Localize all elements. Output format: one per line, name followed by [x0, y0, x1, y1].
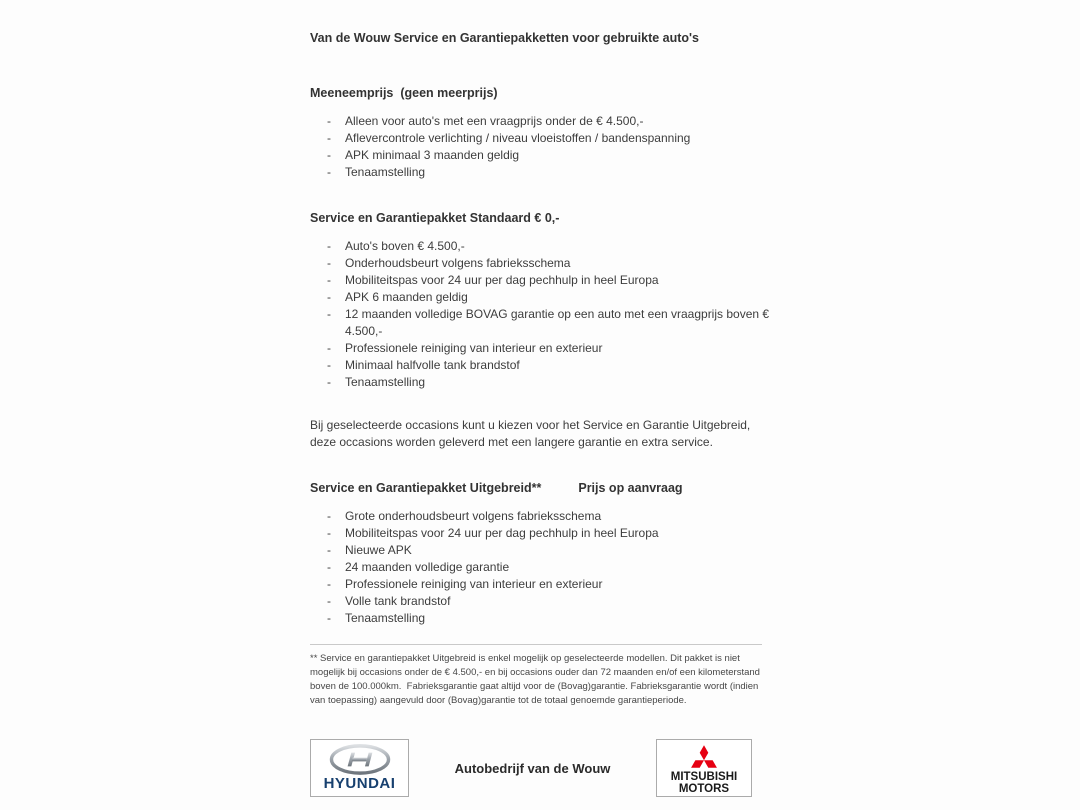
bullet-marker: - [327, 341, 331, 355]
list-item [327, 130, 770, 147]
standaard-list [310, 238, 770, 391]
list-item [327, 576, 770, 593]
section-heading-meeneemprijs: Meeneemprijs (geen meerprijs) [310, 86, 498, 100]
meeneemprijs-list [310, 113, 770, 181]
list-item-text: Nieuwe APK [345, 543, 412, 557]
bullet-marker: - [327, 543, 331, 557]
list-item [327, 340, 770, 357]
bullet-marker: - [327, 307, 331, 321]
footnote: ** Service en garantiepakket Uitgebreid is enkel mogelijk op geselecteerde modellen. Dit pakket is niet mogelijk bij occasions onder de € 4.500,- en bij occasions ouder dan 72 maanden en/of een kilometerstand boven de 100.000km. Fabrieksgarantie gaat altijd voor de (Bovag)garantie. Fabrieksgarantie wordt (indien van toepassing) aangevuld door (Bovag)garantie tot de totaal genoemde garantieperiode. [310, 653, 763, 706]
list-item-text: Alleen voor auto's met een vraagprijs onder de € 4.500,- [345, 114, 644, 128]
bullet-marker: - [327, 114, 331, 128]
footer [310, 739, 752, 797]
list-item [327, 272, 770, 289]
list-item-text: Professionele reiniging van interieur en exterieur [345, 577, 603, 591]
bullet-marker: - [327, 148, 331, 162]
list-item-text: Mobiliteitspas voor 24 uur per dag pechhulp in heel Europa [345, 273, 659, 287]
bullet-marker: - [327, 239, 331, 253]
section-heading-uitgebreid: Service en Garantiepakket Uitgebreid** [310, 481, 542, 495]
section-heading-row-uitgebreid [310, 480, 770, 497]
list-item-text: Volle tank brandstof [345, 594, 451, 608]
list-item [327, 542, 770, 559]
uitgebreid-list [310, 508, 770, 627]
hyundai-logo [310, 739, 409, 797]
list-item [327, 593, 770, 610]
bullet-marker: - [327, 358, 331, 372]
list-item-text: Aflevercontrole verlichting / niveau vloeistoffen / bandenspanning [345, 131, 691, 145]
list-item-text: Onderhoudsbeurt volgens fabrieksschema [345, 256, 571, 270]
list-item-text: Auto's boven € 4.500,- [345, 239, 465, 253]
divider-line [310, 644, 762, 645]
list-item-text: APK 6 maanden geldig [345, 290, 468, 304]
hyundai-oval-icon [327, 744, 393, 775]
hyundai-wordmark: HYUNDAI [323, 775, 396, 792]
bullet-marker: - [327, 273, 331, 287]
list-item-text: Minimaal halfvolle tank brandstof [345, 358, 520, 372]
section-heading-standaard: Service en Garantiepakket Standaard € 0,- [310, 211, 560, 225]
list-item [327, 255, 770, 272]
list-item [327, 357, 770, 374]
bullet-marker: - [327, 611, 331, 625]
mitsubishi-diamonds-icon [689, 743, 719, 770]
list-item [327, 306, 770, 340]
bullet-marker: - [327, 526, 331, 540]
dealer-name: Autobedrijf van de Wouw [454, 760, 611, 776]
list-item [327, 559, 770, 576]
list-item [327, 508, 770, 525]
document-content [310, 0, 770, 708]
list-item [327, 525, 770, 542]
bullet-marker: - [327, 375, 331, 389]
mitsubishi-wordmark [671, 772, 737, 795]
list-item-text: 24 maanden volledige garantie [345, 560, 510, 574]
bullet-marker: - [327, 256, 331, 270]
bullet-marker: - [327, 509, 331, 523]
mitsubishi-wordmark-line1: MITSUBISHI [670, 771, 738, 783]
bullet-marker: - [327, 290, 331, 304]
bullet-marker: - [327, 165, 331, 179]
bullet-marker: - [327, 131, 331, 145]
list-item-text: Tenaamstelling [345, 611, 426, 625]
list-item-text: APK minimaal 3 maanden geldig [345, 148, 520, 162]
list-item-text: Grote onderhoudsbeurt volgens fabrieksschema [345, 509, 602, 523]
list-item-text: Mobiliteitspas voor 24 uur per dag pechhulp in heel Europa [345, 526, 659, 540]
list-item [327, 147, 770, 164]
list-item-text: Professionele reiniging van interieur en exterieur [345, 341, 603, 355]
list-item [327, 164, 770, 181]
list-item [327, 289, 770, 306]
bullet-marker: - [327, 594, 331, 608]
uitgebreid-price-label: Prijs op aanvraag [578, 481, 683, 495]
list-item-text: 12 maanden volledige BOVAG garantie op een auto met een vraagprijs boven € 4.500,- [345, 307, 770, 338]
bullet-marker: - [327, 560, 331, 574]
mitsubishi-logo [656, 739, 752, 797]
document-title: Van de Wouw Service en Garantiepakketten voor gebruikte auto's [310, 31, 699, 45]
list-item [327, 610, 770, 627]
list-item-text: Tenaamstelling [345, 165, 426, 179]
mitsubishi-wordmark-line2: MOTORS [678, 782, 730, 795]
list-item [327, 374, 770, 391]
list-item [327, 238, 770, 255]
uitgebreid-intro-paragraph: Bij geselecteerde occasions kunt u kiezen voor het Service en Garantie Uitgebreid, deze occasions worden geleverd met een langere garantie en extra service. [310, 418, 754, 449]
list-item [327, 113, 770, 130]
bullet-marker: - [327, 577, 331, 591]
list-item-text: Tenaamstelling [345, 375, 426, 389]
